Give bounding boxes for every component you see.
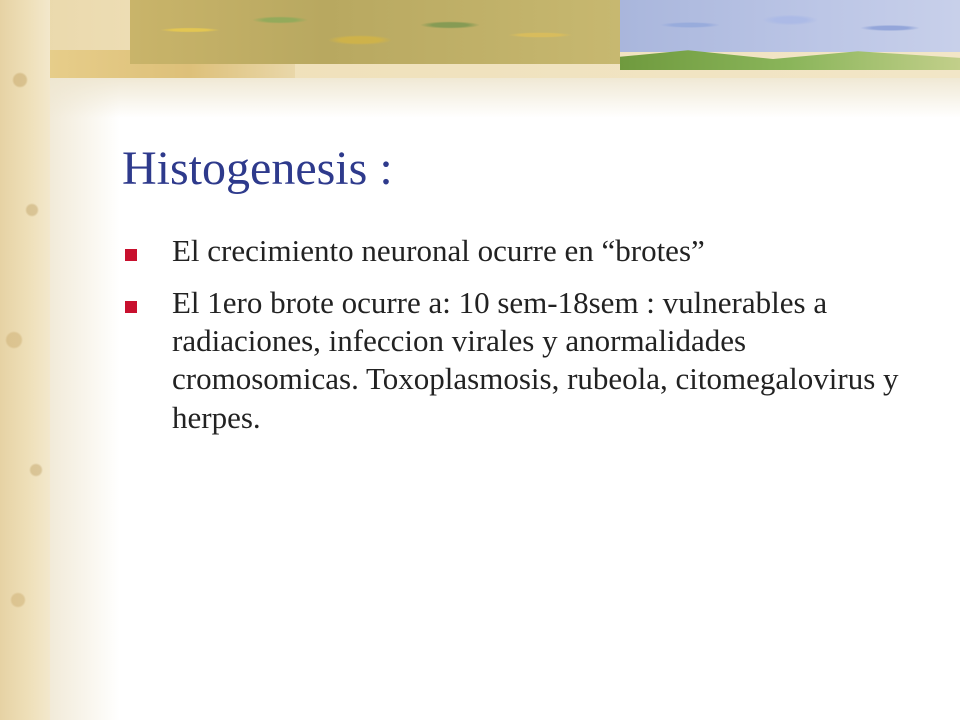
banner-leaves-image [130,0,620,64]
square-bullet-icon [125,249,137,261]
bullet-text: El 1ero brote ocurre a: 10 sem-18sem : vulnerables a radiaciones, infeccion virales y anormalidades cromosomicas. Toxoplasmosis, rubeola, citomegalovirus y herpes. [172,285,899,435]
bullet-item [122,284,922,437]
square-bullet-icon [125,301,137,313]
bullet-text: El crecimiento neuronal ocurre en “brotes” [172,233,705,268]
header-banner [0,0,960,78]
content-top-fade [50,78,960,118]
slide-title: Histogenesis : [122,142,393,195]
banner-blue-image [620,0,960,52]
content-left-fade [50,78,120,720]
left-decorative-strip [0,0,50,720]
bullet-item [122,232,922,270]
bullet-list [122,232,922,451]
